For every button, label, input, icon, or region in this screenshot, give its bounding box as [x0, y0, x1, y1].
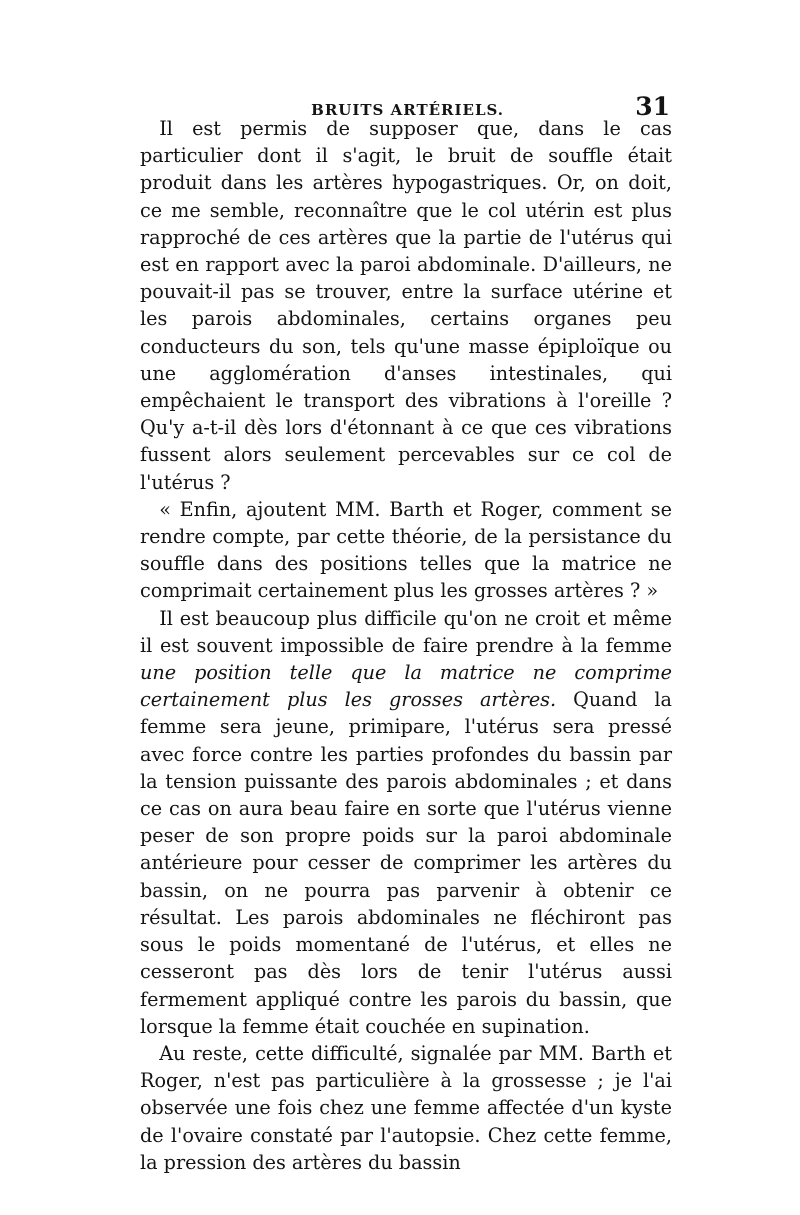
paragraph-quote: « Enfin, ajoutent MM. Barth et Roger, comment se rendre compte, par cette théorie, de la persistance du souffle dans des positions telles que la matrice ne comprimait certainement plus les grosses artères ? » — [140, 497, 672, 603]
paragraph: Il est permis de supposer que, dans le cas particulier dont il s'agit, le bruit de souffle était produit dans les artères hypogastriques. Or, on doit, ce me semble, reconnaître que le col utérin est plus rapproché de ces artères que la partie de l'utérus qui est en rapport avec la paroi abdominale. D'ailleurs, ne pouvait-il pas se trouver, entre la surface utérine et les parois abdominales, certains organes peu conducteurs du son, tels qu'une masse épiploïque ou une agglomération d'anses intestinales, qui empêchaient le transport des vibrations à l'oreille ? Qu'y a-t-il dès lors d'étonnant à ce que ces vibrations fussent alors seulement percevables sur ce col de l'utérus ? — [140, 117, 672, 494]
paragraph-text: Il est beaucoup plus difficile qu'on ne croit et même il est souvent impossible de faire prendre à la femme — [140, 606, 672, 657]
paragraph — [140, 605, 672, 1040]
paragraph: Au reste, cette difficulté, signalée par MM. Barth et Roger, n'est pas particulière à la grossesse ; je l'ai observée une fois chez une femme affectée d'un kyste de l'ovaire constaté par l'autopsie. Chez cette femme, la pression des artères du bassin — [140, 1041, 672, 1174]
body-text — [140, 115, 672, 1176]
paragraph-text: Quand la femme sera jeune, primipare, l'utérus sera pressé avec force contre les parties profondes du bassin par la tension puissante des parois abdominales ; et dans ce cas on aura beau faire en sorte que l'utérus vienne peser de son propre poids sur la paroi abdominale antérieure pour cesser de comprimer les artères du bassin, on ne pourra pas parvenir à obtenir ce résultat. Les parois abdominales ne fléchiront pas sous le poids momentané de l'utérus, et elles ne cesseront pas dès lors de tenir l'utérus aussi fermement appliqué contre les parois du bassin, que lorsque la femme était couchée en supination. — [140, 688, 672, 1038]
running-title: BRUITS ARTÉRIELS. — [311, 101, 505, 119]
italic-quotation: une position telle que la matrice ne comprime certainement plus les grosses artères. — [140, 661, 672, 712]
page-number: 31 — [635, 92, 670, 121]
